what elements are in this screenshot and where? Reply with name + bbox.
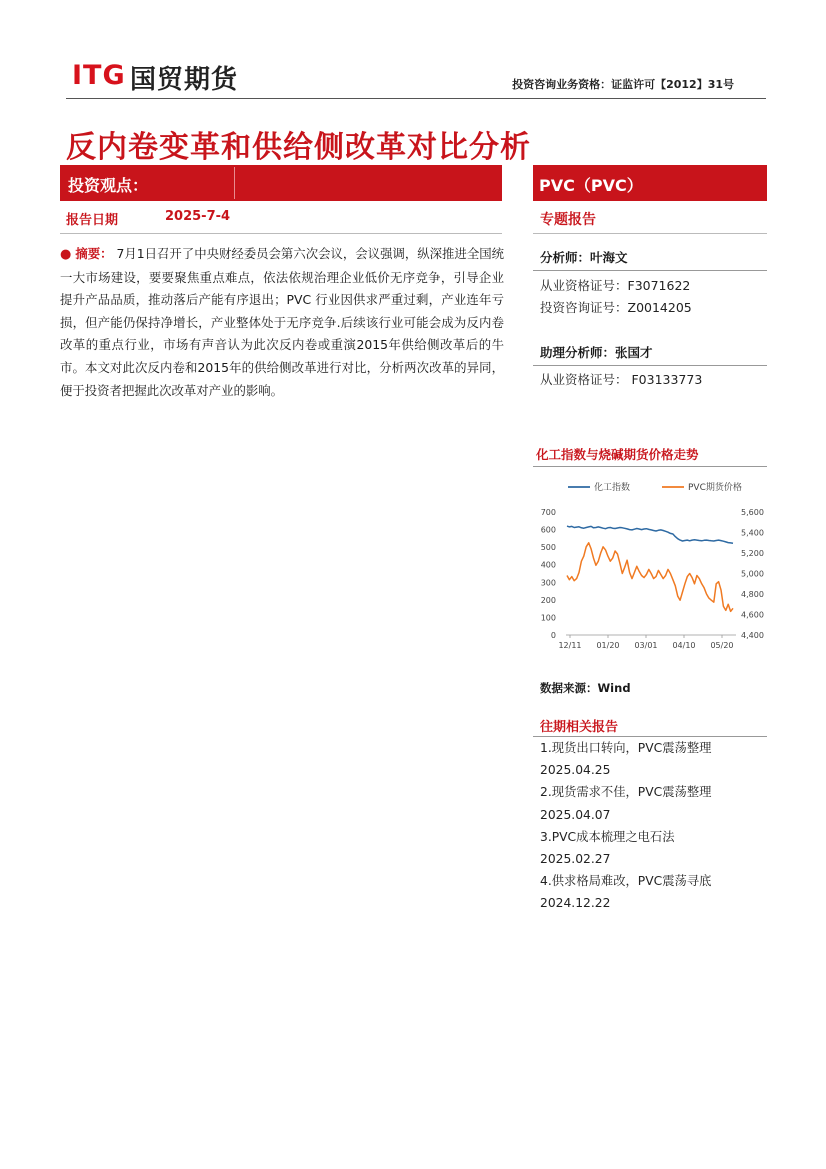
chart-svg xyxy=(536,472,768,662)
price-trend-chart xyxy=(536,472,768,662)
right-axis-tick-label: 5,200 xyxy=(741,549,764,558)
left-axis-tick-label: 700 xyxy=(540,508,556,517)
previous-report-title[interactable]: 3.PVC成本梳理之电石法 xyxy=(540,829,675,844)
report-date: 2025-7-4 xyxy=(165,209,231,224)
analyst-cert-1: 从业资格证号：F3071622 xyxy=(540,278,691,293)
right-axis-tick-label: 5,600 xyxy=(741,508,764,517)
left-axis-tick-label: 500 xyxy=(540,543,556,553)
previous-reports-title: 往期相关报告 xyxy=(540,720,619,735)
analyst-cert-2: 投资咨询证号：Z0014205 xyxy=(540,300,692,315)
viewpoint-divider xyxy=(234,167,235,199)
bullet-icon: ● xyxy=(60,247,72,262)
right-axis-tick-label: 4,400 xyxy=(741,631,764,640)
left-axis-tick-label: 400 xyxy=(540,560,556,570)
previous-report-title[interactable]: 4.供求格局难改，PVC震荡寻底 xyxy=(540,874,712,889)
summary-key: 摘要： xyxy=(75,246,113,261)
viewpoint-label: 投资观点： xyxy=(68,176,149,195)
x-axis-tick-label: 04/10 xyxy=(672,641,696,650)
previous-reports-list xyxy=(540,737,770,915)
left-axis-tick-label: 200 xyxy=(540,595,556,605)
left-axis-tick-label: 300 xyxy=(540,578,556,588)
legend-label: 化工指数 xyxy=(594,483,631,493)
previous-report-date: 2024.12.22 xyxy=(540,896,611,911)
right-axis-tick-label: 5,000 xyxy=(741,569,764,579)
logo-company-name: 国贸期货 xyxy=(130,65,239,95)
chart-rule xyxy=(533,466,767,467)
x-axis-tick-label: 05/20 xyxy=(710,641,734,650)
product-bar xyxy=(533,165,767,201)
right-axis-tick-label: 5,400 xyxy=(741,528,764,538)
previous-report-title[interactable]: 2.现货需求不佳，PVC震荡整理 xyxy=(540,785,712,800)
summary-text: 7月1日召开了中央财经委员会第六次会议，会议强调，纵深推进全国统一大市场建设，要要聚焦重点难点，依法依规治理企业低价无序竞争，引导企业提升产品品质，推动落后产能有序退出；PVC 行业因供求严重过剩，产业连年亏损，但产能仍保持净增长，产业整体处于无序竞争.后续该行业可能会成为反内卷改革的重点行业，市场有声音认为此次反内卷或重演2015年供给侧改革后的牛市。本文对此次反内卷和2015年的供给侧改革进行对比，分析两次改革的异同，便于投资者把握此次改革对产业的影响。 xyxy=(60,246,505,398)
previous-report-date: 2025.02.27 xyxy=(540,852,611,867)
chart-title: 化工指数与烧碱期货价格走势 xyxy=(536,447,699,462)
report-type: 专题报告 xyxy=(540,212,596,228)
assistant-analyst-name: 助理分析师：张国才 xyxy=(540,345,653,360)
legend-label: PVC期货价格 xyxy=(688,483,742,493)
logo-itg: ITG xyxy=(72,60,126,91)
data-source: 数据来源：Wind xyxy=(540,681,631,695)
header-rule xyxy=(66,98,766,99)
x-axis-tick-label: 03/01 xyxy=(634,641,658,650)
analyst-name: 分析师：叶海文 xyxy=(540,250,628,265)
previous-report-date: 2025.04.07 xyxy=(540,807,611,822)
report-title: 反内卷变革和供给侧改革对比分析 xyxy=(66,130,531,165)
x-axis-tick-label: 12/11 xyxy=(558,641,582,650)
right-axis-tick-label: 4,600 xyxy=(741,610,764,620)
summary-paragraph xyxy=(60,243,504,402)
assistant-rule xyxy=(533,365,767,366)
previous-report-title[interactable]: 1.现货出口转向，PVC震荡整理 xyxy=(540,741,712,755)
assistant-cert: 从业资格证号： F03133773 xyxy=(540,372,703,387)
license-text: 投资咨询业务资格：证监许可【2012】31号 xyxy=(512,78,734,91)
right-rule xyxy=(533,233,767,234)
previous-report-date: 2025.04.25 xyxy=(540,763,611,778)
chart-background xyxy=(536,472,768,662)
right-axis-tick-label: 4,800 xyxy=(741,590,764,599)
analyst-rule xyxy=(533,270,767,271)
left-axis-tick-label: 100 xyxy=(540,613,556,623)
viewpoint-bar xyxy=(60,165,502,201)
product-label: PVC（PVC） xyxy=(539,176,643,195)
report-date-label: 报告日期 xyxy=(66,213,119,228)
x-axis-tick-label: 01/20 xyxy=(596,641,620,650)
left-rule xyxy=(60,233,502,234)
left-axis-tick-label: 600 xyxy=(540,525,556,535)
left-axis-tick-label: 0 xyxy=(550,631,556,640)
